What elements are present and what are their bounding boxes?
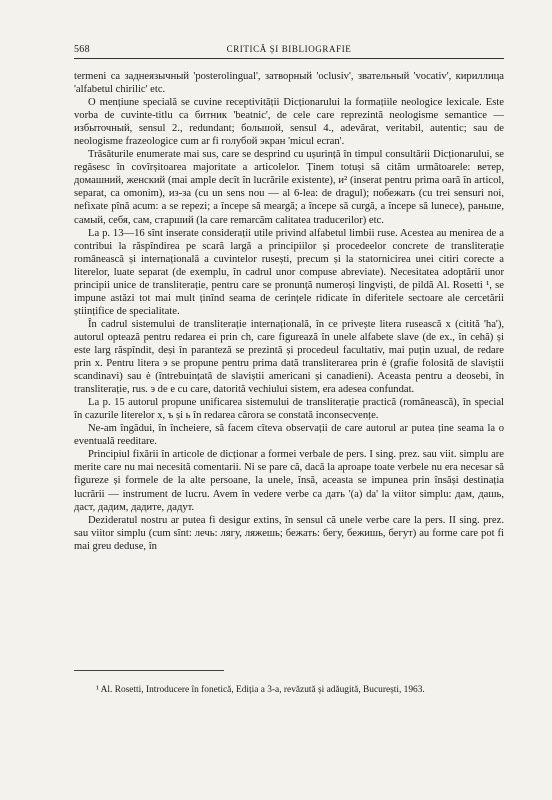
paragraph: termeni ca заднеязычный 'posterolingual', затворный 'oclusiv', звательный 'vocativ', кириллица 'alfabetul chirilic' etc. — [74, 71, 504, 96]
paragraph: La p. 15 autorul propune unificarea sistemului de transliterație practică (românească), în special în cazurile literelor x, ъ și ь în redarea cărora se constată inconsecvențe. — [74, 397, 504, 422]
paragraph: O mențiune specială se cuvine receptivității Dicționarului la formațiile neologice lexicale. Este vorba de cuvinte-titlu ca битник 'beatnic', de cele care reprezintă neologisme semantice — избыточный, sensul 2., redundant; большой, sensul 4., adevărat, veritabil, autentic; sau de neologisme frazeologice cum ar fi голубой экран 'micul ecran'. — [74, 97, 504, 148]
paragraph: La p. 13—16 sînt inserate considerații utile privind alfabetul limbii ruse. Acestea au menirea de a contribui la răspîndirea pe scară largă a principiilor și procedeelor concrete de transliterație românească și internațională a cuvintelor rusești, precum și la statornicirea unei citiri corecte a literelor, luate separat (de exemplu, în cadrul unor compuse abreviate). Necesitatea adoptării unor principii unice de transliterație, pentru care se pronunță numeroși lingviști, de pildă Al. Rosetti ¹, se impune astăzi tot mai mult ținînd seama de cerințele ridicate în diferitele sectoare ale cercetării științifice de specialitate. — [74, 227, 504, 317]
paragraph: Ne-am îngădui, în încheiere, să facem cîteva observații de care autorul ar putea ține seama la o eventuală reeditare. — [74, 423, 504, 448]
running-header — [74, 44, 504, 58]
paragraph: Dezideratul nostru ar putea fi desigur extins, în sensul că unele verbe care la pers. II sing. prez. sau viitor simplu (cum sînt: лечь: лягу, ляжешь; бежать: бегу, бежишь, бегут) au forme care pot fi mai greu deduse, în — [74, 514, 504, 552]
paragraph: Principiul fixării în articole de dicționar a formei verbale de pers. I sing. prez. sau viit. simplu are merite care nu mai necesită comentarii. Ni se pare că, dacă la aproape toate verbele nu era necesar să figureze și formele de la alte persoane, la unele, însă, aceasta se impunea prin însăși destinația lucrării — instrument de lucru. Avem în vedere verbe ca дать '(a) da' la viitor simplu: дам, дашь, даст, дадим, дадите, дадут. — [74, 449, 504, 513]
header-rule — [74, 58, 504, 59]
body-text — [74, 70, 504, 553]
footnote: ¹ Al. Rosetti, Introducere în fonetică, Ediția a 3-a, revăzută și adăugită, București, 1963. — [96, 685, 425, 695]
paragraph: Trăsăturile enumerate mai sus, care se desprind cu ușurință în timpul consultării Dicționarului, se regăsesc în covîrșitoarea majoritate a articolelor. Ținem totuși să cităm următoarele: ветер, домашний, женский (mai ample decît în lucrările existente), и² (inserat pentru prima oară în articol, separat, ca omonim), из-за (cu un sens nou — al 6-lea: de dragul); побежать (cu trei sensuri noi, nefixate pînă acum: a se repezi; a începe să meargă; a începe să curgă, a începe să lunece), раньше, самый, себя, сам, старший (la care remarcăm calitatea traducerilor) etc. — [74, 149, 504, 226]
page-number: 568 — [74, 44, 90, 55]
paragraph: În cadrul sistemului de transliterație internațională, în ce privește litera rusească x (citită 'ha'), autorul optează pentru redarea ei prin ch, care figurează în unele alfabete slave (de ex., în cehă) și este larg răspîndit, deși în paranteză se prezintă și procedeul facultativ, mai puțin uzual, de redare prin x. Pentru litera э se propune pentru prima dată transliterarea prin ė (grafie folosită de slaviștii scandinavi) sau ė (întrebuințată de slaviștii americani și canadieni). Aceasta pentru a deosebi, în transliterație, rus. э de e cu care, datorită vechiului sistem, era adesea confundat. — [74, 318, 504, 396]
running-title: CRITICĂ ȘI BIBLIOGRAFIE — [226, 44, 352, 54]
footnote-rule — [74, 670, 224, 671]
